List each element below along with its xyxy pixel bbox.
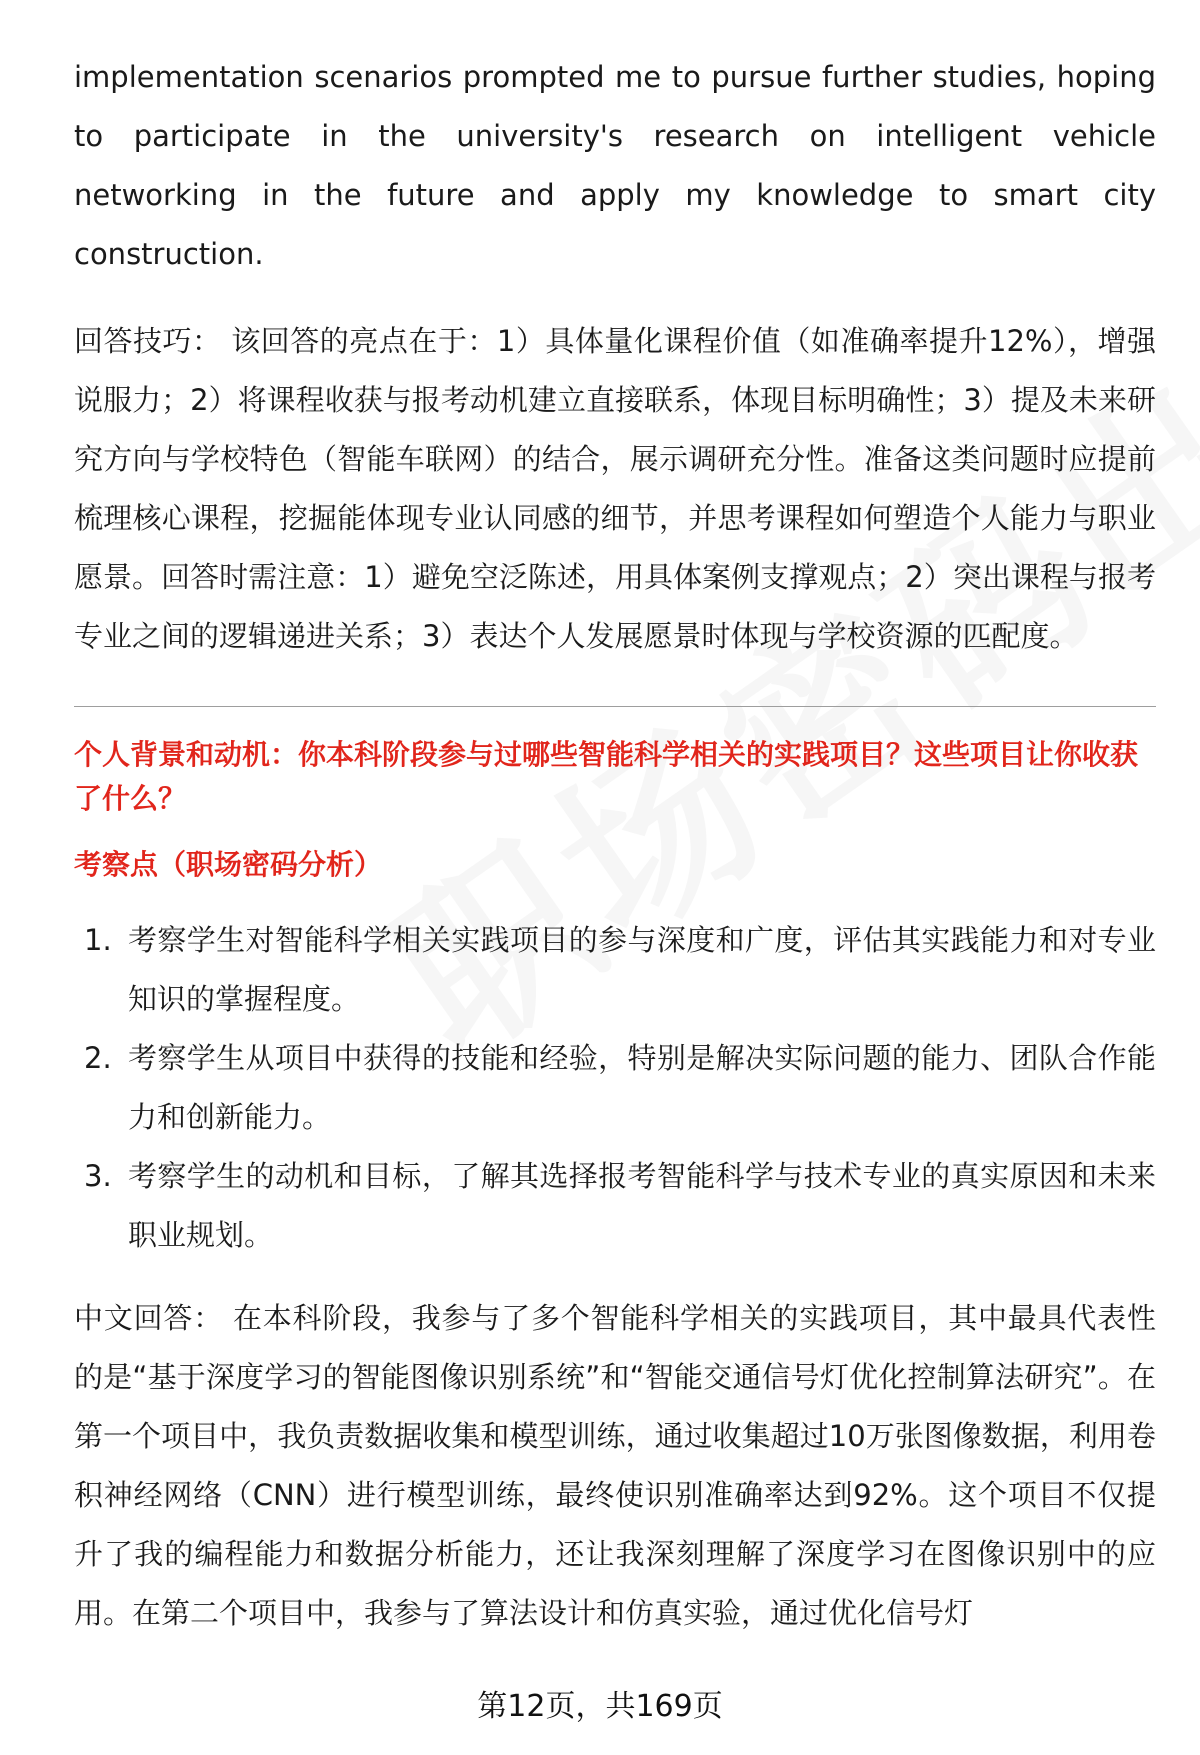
list-item: [74, 1029, 1156, 1147]
list-item: [74, 1147, 1156, 1265]
focus-points-heading: 考察点（职场密码分析）: [74, 848, 383, 881]
page-number-footer: 第12页，共169页: [477, 1689, 723, 1724]
list-item-number: 1.: [84, 923, 112, 957]
list-item-text: 考察学生对智能科学相关实践项目的参与深度和广度，评估其实践能力和对专业知识的掌握程度。: [128, 923, 1156, 1016]
list-item-number: 2.: [84, 1041, 112, 1075]
section-divider: [74, 706, 1156, 707]
list-item-number: 3.: [84, 1159, 112, 1193]
focus-points-list: [74, 911, 1156, 1265]
intro-english-paragraph: implementation scenarios prompted me to pursue further studies, hoping to participate in the university's research on intelligent vehicle networking in the future and apply my knowledge to smart city construction.: [74, 60, 1156, 271]
answer-tips-paragraph: 回答技巧： 该回答的亮点在于：1）具体量化课程价值（如准确率提升12%），增强说服力；2）将课程收获与报考动机建立直接联系，体现目标明确性；3）提及未来研究方向与学校特色（智能车联网）的结合，展示调研充分性。准备这类问题时应提前梳理核心课程，挖掘能体现专业认同感的细节，并思考课程如何塑造个人能力与职业愿景。回答时需注意：1）避免空泛陈述，用具体案例支撑观点；2）突出课程与报考专业之间的逻辑递进关系；3）表达个人发展愿景时体现与学校资源的匹配度。: [74, 324, 1156, 653]
document-body: [74, 48, 1156, 1643]
list-item: [74, 911, 1156, 1029]
question-heading: 个人背景和动机：你本科阶段参与过哪些智能科学相关的实践项目？这些项目让你收获了什么？: [74, 738, 1139, 815]
chinese-answer-paragraph: 中文回答： 在本科阶段，我参与了多个智能科学相关的实践项目，其中最具代表性的是“基于深度学习的智能图像识别系统”和“智能交通信号灯优化控制算法研究”。在第一个项目中，我负责数据收集和模型训练，通过收集超过10万张图像数据，利用卷积神经网络（CNN）进行模型训练，最终使识别准确率达到92%。这个项目不仅提升了我的编程能力和数据分析能力，还让我深刻理解了深度学习在图像识别中的应用。在第二个项目中，我参与了算法设计和仿真实验，通过优化信号灯: [74, 1301, 1156, 1630]
list-item-text: 考察学生的动机和目标，了解其选择报考智能科学与技术专业的真实原因和未来职业规划。: [128, 1159, 1156, 1252]
list-item-text: 考察学生从项目中获得的技能和经验，特别是解决实际问题的能力、团队合作能力和创新能力。: [128, 1041, 1156, 1134]
